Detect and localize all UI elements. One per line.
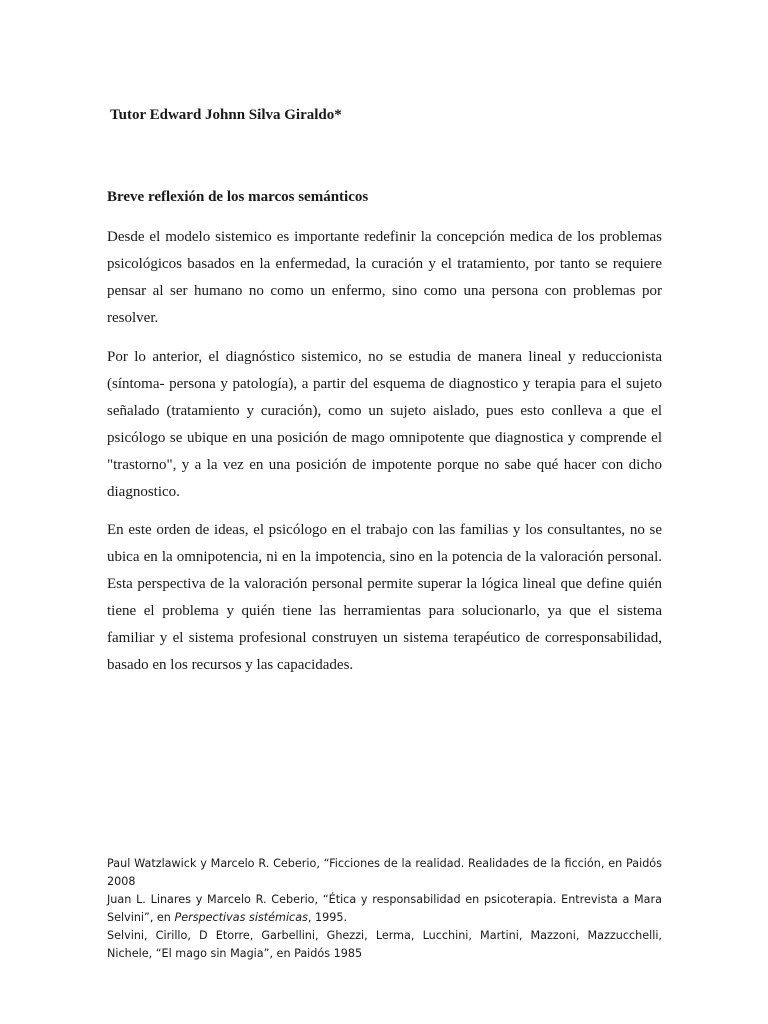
reference-2	[107, 891, 662, 927]
reference-2-text: Juan L. Linares y Marcelo R. Ceberio, “Ética y responsabilidad en psicoterapia. Entrevista a Mara Selvini”, en	[107, 893, 662, 924]
author-line: Tutor Edward Johnn Silva Giraldo*	[110, 107, 342, 123]
body-paragraph-1: Desde el modelo sistemico es importante redefinir la concepción medica de los problemas psicológicos basados en la enfermedad, la curación y el tratamiento, por tanto se requiere pensar al ser humano no como un enfermo, sino como una persona con problemas por resolver.	[107, 229, 662, 326]
reference-2-year: , 1995.	[307, 911, 348, 924]
section-title: Breve reflexión de los marcos semánticos	[107, 189, 369, 205]
reference-2-journal: Perspectivas sistémicas	[174, 911, 308, 924]
references-section	[107, 855, 662, 963]
body-paragraph-3: En este orden de ideas, el psicólogo en el trabajo con las familias y los consultantes, no se ubica en la omnipotencia, ni en la impotencia, sino en la potencia de la valoración personal. Esta perspectiva de la valoración personal permite superar la lógica lineal que define quién tiene el problema y quién tiene las herramientas para solucionarlo, ya que el sistema familiar y el sistema profesional construyen un sistema terapéutico de corresponsabilidad, basado en los recursos y las capacidades.	[107, 522, 662, 673]
reference-1: Paul Watzlawick y Marcelo R. Ceberio, “Ficciones de la realidad. Realidades de la ficción, en Paidós 2008	[107, 857, 662, 888]
body-paragraph-2: Por lo anterior, el diagnóstico sistemico, no se estudia de manera lineal y reduccionista (síntoma- persona y patología), a partir del esquema de diagnostico y terapia para el sujeto señalado (tratamiento y curación), como un sujeto aislado, pues esto conlleva a que el psicólogo se ubique en una posición de mago omnipotente que diagnostica y comprende el "trastorno", y a la vez en una posición de impotente porque no sabe qué hacer con dicho diagnostico.	[107, 349, 662, 500]
reference-3: Selvini, Cirillo, D Etorre, Garbellini, Ghezzi, Lerma, Lucchini, Martini, Mazzoni, Mazzucchelli, Nichele, “El mago sin Magia”, en Paidós 1985	[107, 929, 662, 960]
